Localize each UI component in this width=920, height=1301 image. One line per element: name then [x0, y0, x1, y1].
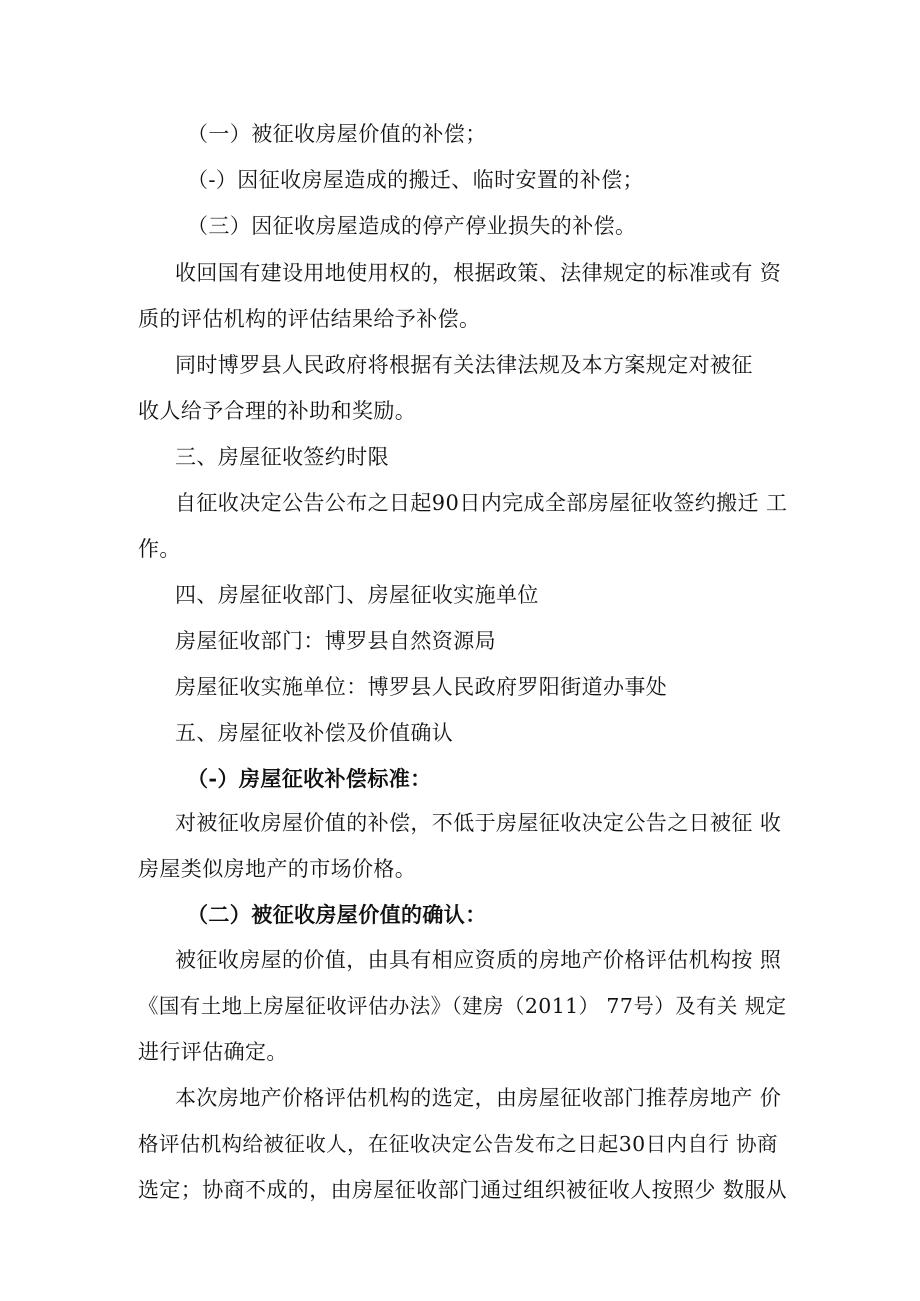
valuation-line-1: 被征收房屋的价值，由具有相应资质的房地产价格评估机构按 照: [175, 948, 782, 972]
subsidy-line-1: 同时博罗县人民政府将根据有关法律法规及本方案规定对被征: [175, 353, 753, 377]
subsection-1-line-1: 对被征收房屋价值的补偿，不低于房屋征收决定公告之日被征 收: [175, 811, 782, 835]
appraiser-selection-line-2: 格评估机构给被征收人，在征收决定公告发布之日起30日内自行 协商: [138, 1132, 778, 1156]
expropriation-department: 房屋征收部门：博罗县自然资源局: [175, 629, 496, 653]
land-recovery-line-2: 质的评估机构的评估结果给予补偿。: [138, 307, 481, 331]
section-3-heading: 三、房屋征收签约时限: [175, 445, 389, 469]
subsection-1-line-2: 房屋类似房地产的市场价格。: [138, 857, 417, 881]
section-4-heading: 四、房屋征收部门、房屋征收实施单位: [175, 583, 539, 607]
appraiser-selection-line-1: 本次房地产价格评估机构的选定，由房屋征收部门推荐房地产 价: [175, 1086, 782, 1110]
valuation-line-2: 《国有土地上房屋征收评估办法》（建房（2011） 77号）及有关 规定: [138, 994, 787, 1018]
land-recovery-line-1: 收回国有建设用地使用权的，根据政策、法律规定的标准或有 资: [175, 261, 782, 285]
valuation-line-3: 进行评估确定。: [138, 1040, 288, 1064]
compensation-item-2: （-）因征收房屋造成的搬迁、临时安置的补偿；: [187, 168, 644, 192]
compensation-item-3: （三）因征收房屋造成的停产停业损失的补偿。: [187, 214, 637, 238]
appraiser-selection-line-3: 选定；协商不成的，由房屋征收部门通过组织被征收人按照少 数服从: [138, 1178, 788, 1202]
compensation-item-1: （一）被征收房屋价值的补偿；: [187, 122, 487, 146]
implementation-unit: 房屋征收实施单位：博罗县人民政府罗阳街道办事处: [175, 675, 668, 699]
section-3-line-2: 作。: [138, 537, 181, 561]
section-3-line-1: 自征收决定公告公布之日起90日内完成全部房屋征收签约搬迁 工: [175, 491, 788, 515]
section-5-heading: 五、房屋征收补偿及价值确认: [175, 721, 454, 745]
subsection-1-heading: （-）房屋征收补偿标准：: [187, 766, 432, 791]
subsection-2-heading: （二）被征收房屋价值的确认：: [187, 902, 487, 927]
subsidy-line-2: 收人给予合理的补助和奖励。: [138, 399, 417, 423]
